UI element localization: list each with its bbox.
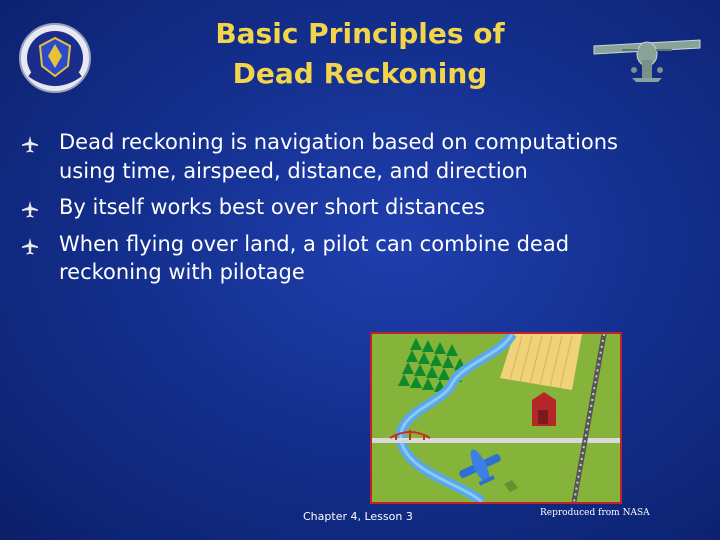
bullet-text: When flying over land, a pilot can combine dead reckoning with pilotage xyxy=(59,231,570,284)
airplane-bullet-icon xyxy=(21,200,39,218)
bullet-text: By itself works best over short distances xyxy=(59,195,485,219)
bullet-list xyxy=(56,128,676,295)
title-line-2: Dead Reckoning xyxy=(232,57,488,90)
footer-chapter: Chapter 4, Lesson 3 xyxy=(303,510,413,523)
title-line-1: Basic Principles of xyxy=(215,17,505,50)
air-force-emblem-icon xyxy=(18,22,92,94)
image-credit: Reproduced from NASA xyxy=(540,508,650,518)
bullet-item xyxy=(56,128,676,185)
airplane-bullet-icon xyxy=(21,237,39,255)
bullet-item xyxy=(56,230,676,287)
airplane-logo-icon xyxy=(592,36,702,86)
slide-title xyxy=(160,14,560,94)
bullet-text: Dead reckoning is navigation based on computations using time, airspeed, distance, and direction xyxy=(59,130,618,183)
pilotage-illustration xyxy=(370,332,622,504)
airplane-bullet-icon xyxy=(21,135,39,153)
bullet-item xyxy=(56,193,676,222)
landscape-illustration xyxy=(372,334,620,502)
